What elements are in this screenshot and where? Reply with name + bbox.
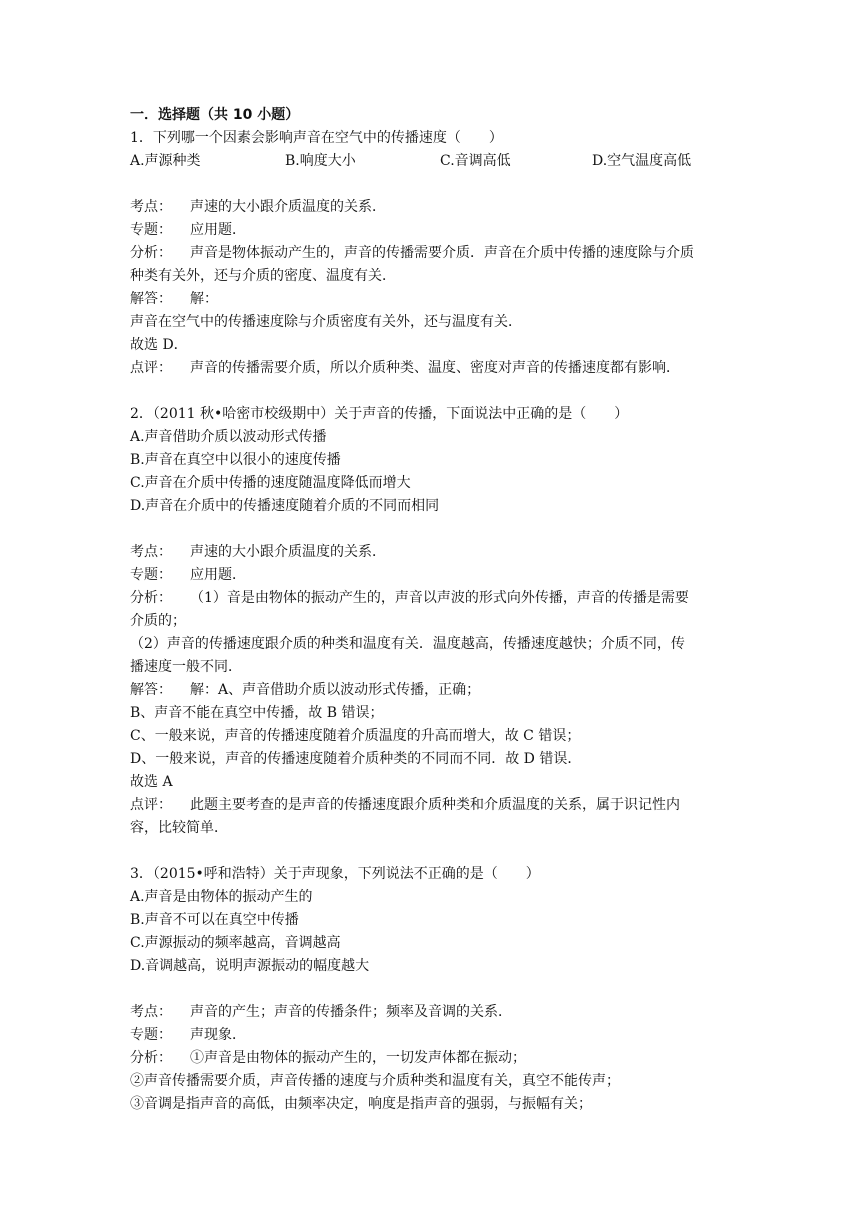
fenxi-label: 分析：	[130, 590, 172, 606]
q1-option-c: C.音调高低	[440, 153, 511, 169]
fenxi-label: 分析：	[130, 245, 172, 261]
q1-jieda-cont: 声音在空气中的传播速度除与介质密度有关外，还与温度有关．	[130, 314, 522, 330]
kaodian-label: 考点：	[130, 1004, 172, 1020]
fenxi-text: 声音是物体振动产生的，声音的传播需要介质．声音在介质中传播的速度除与介质	[190, 245, 694, 261]
q1-zhuanti	[130, 219, 730, 242]
spacer	[130, 173, 730, 196]
q3-option-d: D.音调越高，说明声源振动的幅度越大	[130, 958, 370, 974]
q1-option-b: B.响度大小	[285, 153, 356, 169]
zhuanti-label: 专题：	[130, 222, 172, 238]
q2-dianping-cont: 容，比较简单．	[130, 820, 228, 836]
q1-option-d: D.空气温度高低	[592, 153, 692, 169]
q3-option-c: C.声源振动的频率越高，音调越高	[130, 935, 341, 951]
q1-answer: 故选 D．	[130, 337, 188, 353]
kaodian-label: 考点：	[130, 199, 172, 215]
jieda-label: 解答：	[130, 291, 172, 307]
q1-options	[130, 150, 730, 173]
q2-fenxi-cont: 播速度一般不同．	[130, 659, 242, 675]
q3-option-b: B.声音不可以在真空中传播	[130, 912, 299, 928]
spacer	[130, 518, 730, 541]
section-title: 一．选择题（共 10 小题）	[130, 107, 300, 123]
kaodian-text: 声速的大小跟介质温度的关系．	[190, 199, 386, 215]
q2-option-c: C.声音在介质中传播的速度随温度降低而增大	[130, 475, 411, 491]
q2-option-a: A.声音借助介质以波动形式传播	[130, 429, 327, 445]
kaodian-text: 声音的产生；声音的传播条件；频率及音调的关系．	[190, 1004, 512, 1020]
spacer	[130, 978, 730, 1001]
document-content	[130, 104, 730, 1116]
dianping-label: 点评：	[130, 797, 172, 813]
spacer	[130, 380, 730, 403]
q1-stem: 1．下列哪一个因素会影响声音在空气中的传播速度（ ）	[130, 130, 503, 146]
q1-fenxi	[130, 242, 730, 265]
q3-fenxi-cont: ②声音传播需要介质，声音传播的速度与介质种类和温度有关，真空不能传声；	[130, 1073, 620, 1089]
q2-fenxi-cont: 介质的；	[130, 613, 186, 629]
q2-jieda-cont: B、声音不能在真空中传播，故 B 错误；	[130, 705, 384, 721]
q2-dianping	[130, 794, 730, 817]
jieda-text: 解：A、声音借助介质以波动形式传播，正确；	[190, 682, 481, 698]
q2-answer: 故选 A	[130, 774, 173, 790]
q2-jieda-cont: C、一般来说，声音的传播速度随着介质温度的升高而增大，故 C 错误；	[130, 728, 581, 744]
q2-zhuanti	[130, 564, 730, 587]
q1-jieda	[130, 288, 730, 311]
fenxi-label: 分析：	[130, 1050, 172, 1066]
q3-fenxi-cont: ③音调是指声音的高低，由频率决定，响度是指声音的强弱，与振幅有关；	[130, 1096, 592, 1112]
q1-dianping	[130, 357, 730, 380]
dianping-text: 此题主要考查的是声音的传播速度跟介质种类和介质温度的关系，属于识记性内	[190, 797, 680, 813]
fenxi-text: ①声音是由物体的振动产生的，一切发声体都在振动；	[190, 1050, 526, 1066]
q2-kaodian	[130, 541, 730, 564]
spacer	[130, 840, 730, 863]
q1-option-a: A.声源种类	[130, 153, 201, 169]
q1-kaodian	[130, 196, 730, 219]
dianping-label: 点评：	[130, 360, 172, 376]
q3-fenxi	[130, 1047, 730, 1070]
zhuanti-text: 应用题．	[190, 567, 246, 583]
jieda-text: 解：	[190, 291, 218, 307]
zhuanti-label: 专题：	[130, 567, 172, 583]
q2-jieda	[130, 679, 730, 702]
q2-stem: 2．（2011 秋•哈密市校级期中）关于声音的传播，下面说法中正确的是（ ）	[130, 406, 629, 422]
kaodian-label: 考点：	[130, 544, 172, 560]
q3-stem: 3．（2015•呼和浩特）关于声现象，下列说法不正确的是（ ）	[130, 866, 540, 882]
zhuanti-text: 应用题．	[190, 222, 246, 238]
fenxi-text: （1）音是由物体的振动产生的，声音以声波的形式向外传播，声音的传播是需要	[190, 590, 689, 606]
kaodian-text: 声速的大小跟介质温度的关系．	[190, 544, 386, 560]
q3-kaodian	[130, 1001, 730, 1024]
dianping-text: 声音的传播需要介质，所以介质种类、温度、密度对声音的传播速度都有影响．	[190, 360, 680, 376]
q2-option-b: B.声音在真空中以很小的速度传播	[130, 452, 341, 468]
q2-fenxi	[130, 587, 730, 610]
q1-fenxi-cont: 种类有关外，还与介质的密度、温度有关．	[130, 268, 396, 284]
q2-option-d: D.声音在介质中的传播速度随着介质的不同而相同	[130, 498, 440, 514]
q3-zhuanti	[130, 1024, 730, 1047]
zhuanti-text: 声现象．	[190, 1027, 246, 1043]
q3-option-a: A.声音是由物体的振动产生的	[130, 889, 313, 905]
q2-fenxi-cont: （2）声音的传播速度跟介质的种类和温度有关．温度越高，传播速度越快；介质不同，传	[130, 636, 685, 652]
jieda-label: 解答：	[130, 682, 172, 698]
zhuanti-label: 专题：	[130, 1027, 172, 1043]
q2-jieda-cont: D、一般来说，声音的传播速度随着介质种类的不同而不同．故 D 错误．	[130, 751, 582, 767]
